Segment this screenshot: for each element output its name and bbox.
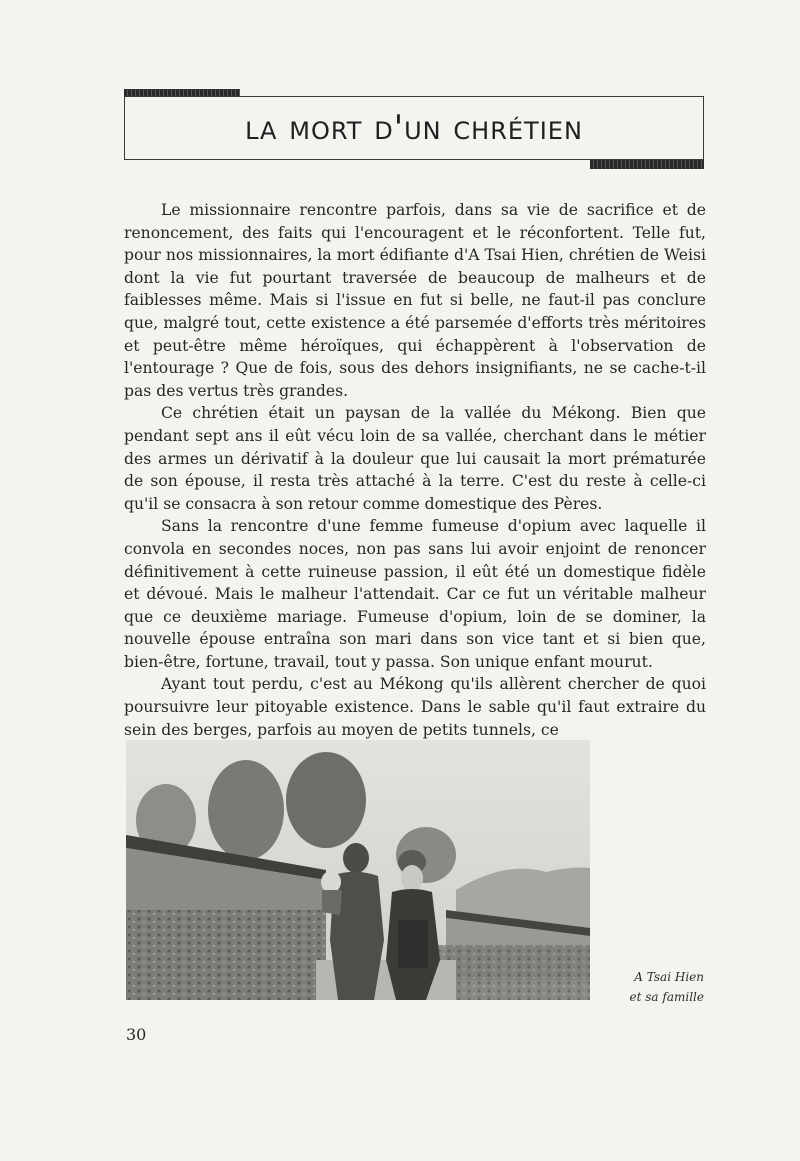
family-photo [126,740,590,1000]
article-body [124,199,706,741]
title-box [124,96,704,160]
paragraph: Sans la rencontre d'une femme fumeuse d'opium avec laquelle il convola en secondes noces, non pas sans lui avoir enjoint de renoncer définitivement à cette ruineuse passion, il eût été un domestique fidèle et dévoué. Mais le malheur l'attendait. Car ce fut un véritable malheur que ce deuxième mariage. Fumeuse d'opium, loin de se dominer, la nouvelle épouse entraîna son mari dans son vice tant et si bien que, bien-être, fortune, travail, tout y passa. Son unique enfant mourut. [124,517,706,671]
caption-line: A Tsai Hien [634,970,704,984]
page-number: 30 [126,1025,147,1044]
photo-caption [600,967,704,1007]
paragraph: Ayant tout perdu, c'est au Mékong qu'ils allèrent chercher de quoi poursuivre leur pitoyable existence. Dans le sable qu'il faut extraire du sein des berges, parfois au moyen de petits tunnels, ce [124,675,706,739]
paragraph: Ce chrétien était un paysan de la vallée du Mékong. Bien que pendant sept ans il eût vécu loin de sa vallée, cherchant dans le métier des armes un dérivatif à la douleur que lui causait la mort prématurée de son épouse, il resta très attaché à la terre. C'est du reste à celle-ci qu'il se consacra à son retour comme domestique des Pères. [124,404,706,513]
caption-line: et sa famille [629,990,704,1004]
page-title: la mort d'un chrétien [245,108,583,148]
paragraph: Le missionnaire rencontre parfois, dans sa vie de sacrifice et de renoncement, des faits qui l'encouragent et le réconfortent. Telle fut, pour nos missionnaires, la mort édifiante d'A Tsai Hien, chrétien de Weisi dont la vie fut pourtant traversée de beaucoup de malheurs et de faiblesses même. Mais si l'issue en fut si belle, ne faut-il pas conclure que, malgré tout, cette existence a été parsemée d'efforts très méritoires et peut-être même héroïques, qui échappèrent à l'observation de l'entourage ? Que de fois, sous des dehors insignifiants, ne se cache-t-il pas des vertus très grandes. [124,201,706,400]
title-decoration-top [124,89,240,96]
title-decoration-bottom [590,160,704,169]
